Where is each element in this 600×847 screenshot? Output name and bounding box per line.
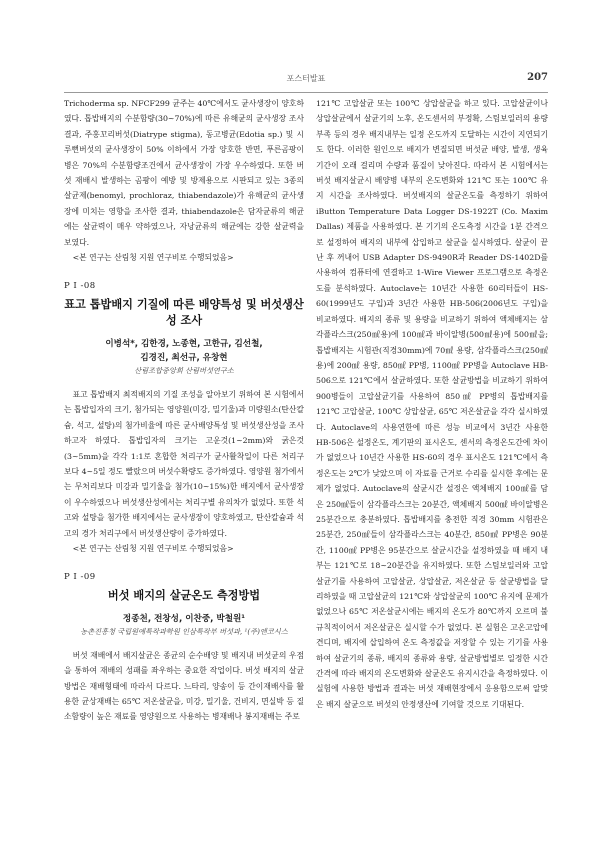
acknowledgement: <본 연구는 산림청 지원 연구비로 수행되었음> (72, 543, 234, 553)
header-rule (64, 92, 548, 93)
abstract-body: 버섯 재배에서 배지살균은 종균의 순수배양 및 배지내 버섯균의 우점을 통하여 재배의 성패를 좌우하는 중요한 작업이다. 버섯 배지의 살균방법은 재배형태에 따라서 다르다. 느타리, 양송이 등 간이재배사를 활용한 균상재배는 65℃ 저온살균을, 미강, 밀기울, 건비지, 면실박 등 질소함량이 높은 재료를 영양원으로 사용하는 병재배나 봉지재배는 주로 (64, 650, 304, 722)
paper-authors: 이병석*, 김한경, 노종현, 고한규, 김선철, (105, 338, 263, 349)
paper-authors: 정종천, 전창성, 이찬중, 박철원¹ (122, 613, 246, 624)
paper-affiliation: 산림조합중앙회 산림버섯연구소 (134, 365, 234, 375)
abstract-body: 표고 톱밥배지 최적배지의 기질 조성을 알아보기 위하여 본 시험에서는 톱밥입자의 크기, 첨가되는 영양원(미강, 밀기울)과 미량원소(탄산칼슘, 석고, 설탕)의 첨가비율에 따른 균사배양특성 및 버섯생산성을 조사하고자 하였다. 톱밥입자의 크기는 고운것(1~2mm)와 굵은것(3~5mm)을 각각 1:1로 혼합한 처리구가 균사활착일이 다른 처리구보다 4~5일 정도 빨랐으며 버섯수확량도 증가하였다. 영양원 첨가에서는 무처리보다 미강과 밀기울을 첨가(10~15%)한 배지에서 균사생장이 우수하였으나 버섯생산성에서는 처리구별 유의차가 없었다. 또한 석고와 설탕을 첨가한 배지에서는 균사생장이 양호하였고, 탄산칼슘과 석고의 경가 처리구에서 버섯생산량이 증가하였다. (64, 389, 304, 538)
paper-affiliation: 농촌진흥청 국립원예특작과학원 인삼특작부 버섯과, ¹(주)엔코시스 (80, 626, 288, 636)
page-number: 207 (527, 72, 548, 83)
abstract-body-continued: 121℃ 고압살균 또는 100℃ 상압살균을 하고 있다. 고압살균이나 상압살균에서 살균기의 노후, 온도센서의 부정확, 스팀보일러의 용량부족 등의 경우 배지내부는 일정 온도까지 도달하는 시간이 지연되기도 한다. 이러한 원인으로 배지가 변질되면 버섯균 배양, 발생, 생육 기간이 오래 걸리며 수량과 품질이 낮아진다. 따라서 본 시험에서는 버섯 배지살균시 배양병 내부의 온도변화와 121℃ 또는 100℃ 유지 시간을 조사하였다. 버섯배지의 살균온도를 측정하기 위하여 iButton Temperature Data Logger DS-1922T (Co. Maxim Dallas) 제품을 사용하였다. 본 기기의 온도측정 시간을 1분 간격으로 설정하여 배지의 내부에 삽입하고 살균을 실시하였다. 살균이 끝난 후 꺼내어 USB Adapter DS-9490R과 Reader DS-1402D를 사용하여 컴퓨터에 연결하고 1-Wire Viewer 프로그램으로 측정온도를 분석하였다. Autoclave는 10년간 사용한 60리터들이 HS-60(1999년도 구입)과 3년간 사용한 HB-506(2006년도 구입)을 비교하였다. 배지의 종류 및 용량을 비교하기 위하여 액체배지는 삼각플라스크(250㎖용)에 100㎖과 바이알병(500㎖용)에 500㎖을; 톱밥배지는 시험관(직경30mm)에 70㎖ 용량, 삼각플라스크(250㎖용)에 200㎖ 용량, 850㎖ PP병, 1100㎖ PP병을 Autoclave HB-506으로 121℃에서 살균하였다. 또한 살균방법을 비교하기 위하여 900병들이 고압살균기를 사용하여 850㎖ PP병의 톱밥배지를 121℃ 고압살균, 100℃ 상압살균, 65℃ 저온살균을 각각 실시하였다. Autoclave의 사용연한에 따른 성능 비교에서 3년간 사용한 HB-506은 설정온도, 계기판의 표시온도, 센서의 측정온도간에 차이가 없었으나 10년간 사용한 HS-60의 경우 표시온도 121℃에서 측정온도는 2℃가 낮았으며 이 자료를 근거로 수리를 실시한 후에는 문제가 없었다. Autoclave의 살균시간 설정은 액체배지 100㎖를 담은 250㎖들이 삼각플라스크는 20분간, 액체배지 500㎖ 바이알병은 25분간으로 충분하였다. 톱밥배지를 충전한 직경 30mm 시험관은 25분간, 250㎖들이 삼각플라스크는 40분간, 850㎖ PP병은 90분간, 1100㎖ PP병은 95분간으로 살균시간을 설정하였을 때 배지 내부는 121℃로 18~20분간을 유지하였다. 또한 스팀보일러와 고압살균기를 사용하여 고압살균, 상압살균, 저온살균 등 살균방법을 달리하였을 때 고압살균의 121℃와 상압살균의 100℃ 유지에 문제가 없었으나 65℃ 저온살균시에는 배지의 온도가 80℃까지 오르며 불규칙적이어서 저온살균은 실시할 수가 없었다. 본 실험은 고온고압에 견디며, 배지에 삽입하여 온도 측정값을 저장할 수 있는 기기를 사용하여 살균기의 종류, 배지의 종류와 용량, 살균방법별로 일정한 시간 간격에 따라 배지의 온도변화와 살균온도 유지시간을 측정하였다. 이 실험에 사용한 방법과 결과는 버섯 재배현장에서 응용함으로써 알맞은 배지 살균으로 버섯의 안정생산에 기여할 것으로 기대된다. (316, 99, 548, 709)
paper-authors: 김경진, 최선규, 유창현 (140, 352, 228, 363)
paper-title: 표고 톱밥배지 기질에 따른 배양특성 및 버섯생산성 조사 (64, 297, 304, 327)
intro-paragraph: Trichoderma sp. NFCF299 균주는 40℃에서도 균사생장이 양호하였다. 톱밥배지의 수분함량(30~70%)에 따른 유해균의 균사생장 조사결과, 주홍꼬리버섯(Diatrype stigma), 동고병균(Edotia sp.) 및 시루뻔버섯의 균사생장이 50% 이하에서 가장 양호한 반면, 푸른곰팡이병은 70%의 수분함량조건에서 균사생장이 가장 우수하였다. 또한 버섯 재배시 발생하는 곰팡이 예방 및 방제용으로 시판되고 있는 3종의 살균제(benomyl, prochloraz, thiabendazole)가 유해균의 균사생장에 미치는 영향을 조사한 결과, thiabendazole은 담자균류의 해균에는 살균력이 매우 약하였으나, 자낭균류의 해균에는 강한 살균력을 보였다. (64, 99, 304, 247)
section-title: 포스터발표 (286, 74, 326, 83)
acknowledgement: <본 연구는 산림청 지원 연구비로 수행되었음> (72, 253, 234, 263)
right-column (316, 96, 548, 712)
left-column (64, 96, 304, 725)
page-header (64, 73, 548, 89)
paper-title: 버섯 배지의 살균온도 측정방법 (107, 588, 261, 602)
paper-code: P I -09 (64, 572, 96, 583)
paper-code: P I -08 (64, 281, 96, 292)
